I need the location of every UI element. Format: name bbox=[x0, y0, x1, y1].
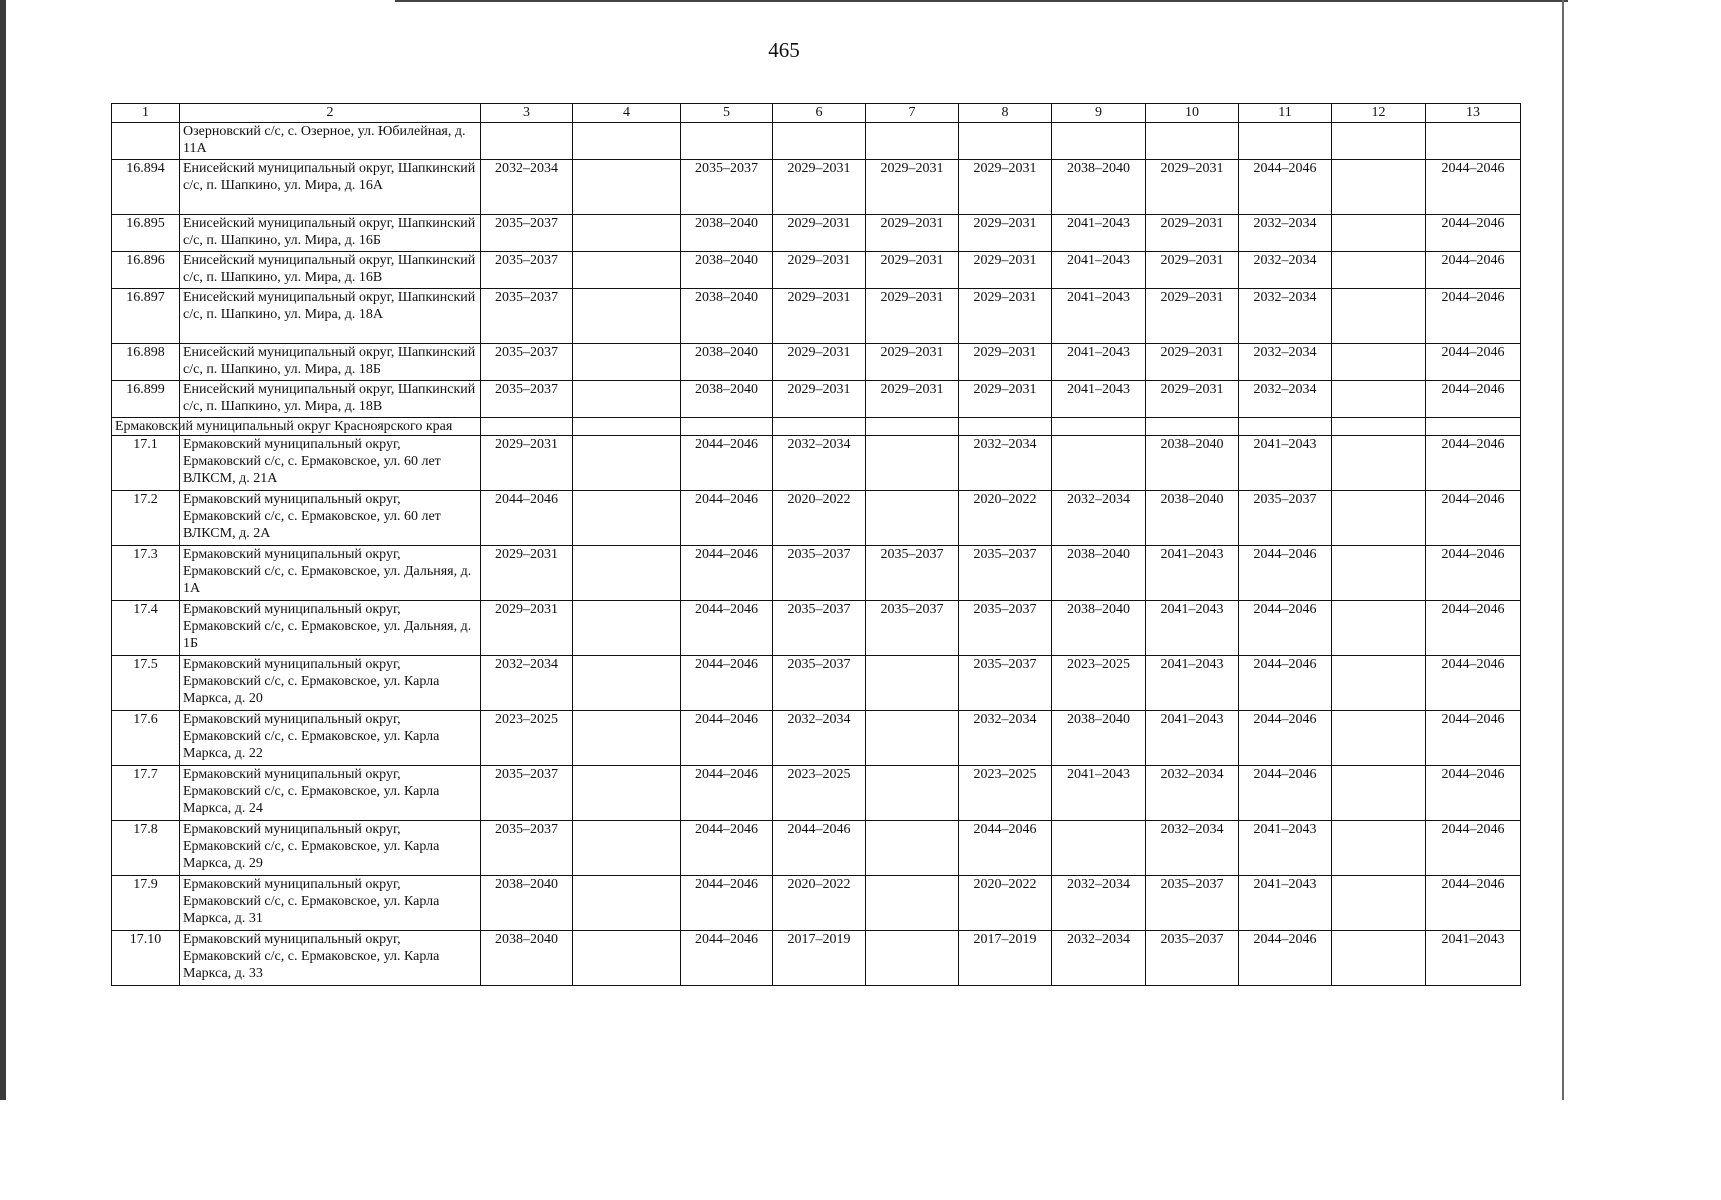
period-cell: 2029–2031 bbox=[1146, 344, 1239, 381]
period-cell: 2029–2031 bbox=[959, 344, 1052, 381]
period-cell: 2035–2037 bbox=[481, 289, 573, 344]
row-number: 16.899 bbox=[112, 381, 180, 418]
row-number: 17.2 bbox=[112, 491, 180, 546]
period-cell: 2035–2037 bbox=[481, 766, 573, 821]
period-cell bbox=[866, 821, 959, 876]
column-number: 4 bbox=[573, 104, 681, 123]
period-cell: 2044–2046 bbox=[1426, 381, 1521, 418]
period-cell bbox=[1332, 289, 1426, 344]
period-cell: 2020–2022 bbox=[773, 876, 866, 931]
period-cell: 2038–2040 bbox=[1052, 546, 1146, 601]
column-number: 3 bbox=[481, 104, 573, 123]
period-cell bbox=[573, 546, 681, 601]
period-cell: 2044–2046 bbox=[1426, 656, 1521, 711]
period-cell: 2032–2034 bbox=[959, 436, 1052, 491]
period-cell: 2044–2046 bbox=[1426, 215, 1521, 252]
table-row bbox=[112, 931, 1521, 986]
address-cell: Енисейский муниципальный округ, Шапкинский с/с, п. Шапкино, ул. Мира, д. 16А bbox=[180, 160, 481, 215]
period-cell bbox=[573, 252, 681, 289]
period-cell bbox=[866, 876, 959, 931]
period-cell: 2044–2046 bbox=[681, 491, 773, 546]
period-cell: 2035–2037 bbox=[481, 381, 573, 418]
period-cell bbox=[1332, 491, 1426, 546]
period-cell: 2035–2037 bbox=[959, 546, 1052, 601]
period-cell: 2044–2046 bbox=[1239, 766, 1332, 821]
period-cell: 2044–2046 bbox=[1239, 160, 1332, 215]
period-cell bbox=[573, 821, 681, 876]
period-cell: 2044–2046 bbox=[773, 821, 866, 876]
period-cell: 2038–2040 bbox=[1052, 711, 1146, 766]
period-cell bbox=[573, 876, 681, 931]
row-number: 17.4 bbox=[112, 601, 180, 656]
period-cell: 2044–2046 bbox=[959, 821, 1052, 876]
section-empty-cell bbox=[773, 418, 866, 436]
period-cell: 2038–2040 bbox=[681, 381, 773, 418]
period-cell: 2035–2037 bbox=[773, 656, 866, 711]
table-row bbox=[112, 711, 1521, 766]
period-cell: 2044–2046 bbox=[1239, 656, 1332, 711]
period-cell bbox=[573, 601, 681, 656]
period-cell bbox=[1052, 123, 1146, 160]
period-cell bbox=[1332, 656, 1426, 711]
column-number: 1 bbox=[112, 104, 180, 123]
period-cell bbox=[1332, 766, 1426, 821]
period-cell: 2038–2040 bbox=[1052, 160, 1146, 215]
period-cell bbox=[481, 123, 573, 160]
table-row bbox=[112, 215, 1521, 252]
period-cell: 2041–2043 bbox=[1239, 876, 1332, 931]
row-number: 17.9 bbox=[112, 876, 180, 931]
column-number: 12 bbox=[1332, 104, 1426, 123]
table-row bbox=[112, 436, 1521, 491]
column-number: 7 bbox=[866, 104, 959, 123]
period-cell: 2044–2046 bbox=[1426, 546, 1521, 601]
period-cell: 2038–2040 bbox=[1146, 436, 1239, 491]
table-row bbox=[112, 381, 1521, 418]
address-cell: Енисейский муниципальный округ, Шапкинский с/с, п. Шапкино, ул. Мира, д. 16В bbox=[180, 252, 481, 289]
scan-right-edge bbox=[1562, 0, 1564, 1100]
period-cell: 2035–2037 bbox=[481, 344, 573, 381]
period-cell bbox=[1239, 123, 1332, 160]
period-cell: 2041–2043 bbox=[1239, 821, 1332, 876]
period-cell bbox=[1332, 436, 1426, 491]
table-row bbox=[112, 601, 1521, 656]
column-number: 9 bbox=[1052, 104, 1146, 123]
row-number: 16.896 bbox=[112, 252, 180, 289]
period-cell: 2044–2046 bbox=[1426, 436, 1521, 491]
period-cell bbox=[1146, 123, 1239, 160]
section-empty-cell bbox=[1239, 418, 1332, 436]
period-cell: 2032–2034 bbox=[773, 711, 866, 766]
section-empty-cell bbox=[681, 418, 773, 436]
period-cell: 2044–2046 bbox=[1239, 546, 1332, 601]
period-cell: 2029–2031 bbox=[1146, 160, 1239, 215]
period-cell: 2044–2046 bbox=[1426, 821, 1521, 876]
period-cell: 2029–2031 bbox=[866, 381, 959, 418]
period-cell bbox=[773, 123, 866, 160]
period-cell bbox=[1332, 160, 1426, 215]
scan-left-edge bbox=[0, 0, 6, 1100]
period-cell: 2023–2025 bbox=[1052, 656, 1146, 711]
period-cell: 2035–2037 bbox=[866, 601, 959, 656]
period-cell: 2035–2037 bbox=[481, 252, 573, 289]
period-cell: 2044–2046 bbox=[1426, 601, 1521, 656]
column-number: 11 bbox=[1239, 104, 1332, 123]
period-cell: 2032–2034 bbox=[1239, 381, 1332, 418]
period-cell: 2032–2034 bbox=[959, 711, 1052, 766]
section-empty-cell bbox=[1332, 418, 1426, 436]
period-cell bbox=[573, 491, 681, 546]
period-cell: 2044–2046 bbox=[681, 766, 773, 821]
period-cell bbox=[1332, 381, 1426, 418]
period-cell: 2029–2031 bbox=[959, 252, 1052, 289]
period-cell: 2041–2043 bbox=[1146, 601, 1239, 656]
period-cell bbox=[573, 931, 681, 986]
period-cell: 2029–2031 bbox=[773, 344, 866, 381]
period-cell: 2041–2043 bbox=[1146, 656, 1239, 711]
address-cell: Ермаковский муниципальный округ, Ермаковский с/с, с. Ермаковское, ул. 60 лет ВЛКСМ, д. 21А bbox=[180, 436, 481, 491]
period-cell: 2044–2046 bbox=[681, 876, 773, 931]
period-cell bbox=[1426, 123, 1521, 160]
period-cell: 2029–2031 bbox=[481, 436, 573, 491]
address-cell: Ермаковский муниципальный округ, Ермаковский с/с, с. Ермаковское, ул. Дальняя, д. 1А bbox=[180, 546, 481, 601]
section-empty-cell bbox=[1426, 418, 1521, 436]
period-cell: 2032–2034 bbox=[481, 656, 573, 711]
period-cell bbox=[573, 656, 681, 711]
period-cell: 2041–2043 bbox=[1146, 711, 1239, 766]
period-cell: 2041–2043 bbox=[1052, 289, 1146, 344]
period-cell: 2017–2019 bbox=[959, 931, 1052, 986]
table-row bbox=[112, 160, 1521, 215]
period-cell: 2032–2034 bbox=[1239, 289, 1332, 344]
address-cell: Ермаковский муниципальный округ, Ермаковский с/с, с. Ермаковское, ул. Карла Маркса, д. 31 bbox=[180, 876, 481, 931]
period-cell: 2044–2046 bbox=[1426, 766, 1521, 821]
address-cell: Ермаковский муниципальный округ, Ермаковский с/с, с. Ермаковское, ул. Карла Маркса, д. 33 bbox=[180, 931, 481, 986]
period-cell: 2032–2034 bbox=[1146, 821, 1239, 876]
period-cell bbox=[1332, 876, 1426, 931]
period-cell: 2035–2037 bbox=[1239, 491, 1332, 546]
row-number: 17.5 bbox=[112, 656, 180, 711]
period-cell bbox=[573, 436, 681, 491]
period-cell bbox=[866, 711, 959, 766]
address-cell: Ермаковский муниципальный округ, Ермаковский с/с, с. Ермаковское, ул. Дальняя, д. 1Б bbox=[180, 601, 481, 656]
period-cell: 2041–2043 bbox=[1239, 436, 1332, 491]
period-cell: 2029–2031 bbox=[1146, 252, 1239, 289]
period-cell: 2029–2031 bbox=[866, 252, 959, 289]
period-cell: 2038–2040 bbox=[681, 252, 773, 289]
row-number: 16.898 bbox=[112, 344, 180, 381]
table-row bbox=[112, 766, 1521, 821]
period-cell: 2044–2046 bbox=[1426, 491, 1521, 546]
period-cell: 2044–2046 bbox=[681, 711, 773, 766]
period-cell bbox=[866, 656, 959, 711]
period-cell bbox=[1332, 711, 1426, 766]
period-cell: 2041–2043 bbox=[1052, 215, 1146, 252]
period-cell: 2044–2046 bbox=[1426, 711, 1521, 766]
period-cell bbox=[1332, 215, 1426, 252]
period-cell: 2017–2019 bbox=[773, 931, 866, 986]
period-cell bbox=[866, 491, 959, 546]
period-cell: 2041–2043 bbox=[1052, 381, 1146, 418]
period-cell bbox=[573, 160, 681, 215]
period-cell: 2038–2040 bbox=[1052, 601, 1146, 656]
period-cell: 2035–2037 bbox=[866, 546, 959, 601]
table-row bbox=[112, 656, 1521, 711]
column-number: 6 bbox=[773, 104, 866, 123]
row-number: 17.8 bbox=[112, 821, 180, 876]
row-number bbox=[112, 123, 180, 160]
period-cell: 2044–2046 bbox=[1239, 711, 1332, 766]
section-empty-cell bbox=[1146, 418, 1239, 436]
table-row bbox=[112, 491, 1521, 546]
address-cell: Ермаковский муниципальный округ, Ермаковский с/с, с. Ермаковское, ул. 60 лет ВЛКСМ, д. 2А bbox=[180, 491, 481, 546]
address-cell: Енисейский муниципальный округ, Шапкинский с/с, п. Шапкино, ул. Мира, д. 16Б bbox=[180, 215, 481, 252]
period-cell: 2029–2031 bbox=[959, 289, 1052, 344]
period-cell: 2044–2046 bbox=[1426, 160, 1521, 215]
section-empty-cell bbox=[573, 418, 681, 436]
period-cell: 2035–2037 bbox=[1146, 931, 1239, 986]
column-number-row bbox=[112, 104, 1521, 123]
period-cell bbox=[573, 289, 681, 344]
period-cell: 2029–2031 bbox=[959, 381, 1052, 418]
column-number: 2 bbox=[180, 104, 481, 123]
section-header-row bbox=[112, 418, 1521, 436]
period-cell bbox=[866, 436, 959, 491]
period-cell: 2029–2031 bbox=[1146, 215, 1239, 252]
period-cell: 2035–2037 bbox=[1146, 876, 1239, 931]
period-cell: 2029–2031 bbox=[866, 344, 959, 381]
row-number: 17.3 bbox=[112, 546, 180, 601]
row-number: 17.6 bbox=[112, 711, 180, 766]
period-cell: 2029–2031 bbox=[773, 381, 866, 418]
address-cell: Озерновский с/с, с. Озерное, ул. Юбилейная, д. 11А bbox=[180, 123, 481, 160]
table-row bbox=[112, 546, 1521, 601]
period-cell: 2044–2046 bbox=[681, 546, 773, 601]
period-cell: 2035–2037 bbox=[773, 601, 866, 656]
period-cell bbox=[1332, 252, 1426, 289]
period-cell: 2023–2025 bbox=[773, 766, 866, 821]
address-cell: Ермаковский муниципальный округ, Ермаковский с/с, с. Ермаковское, ул. Карла Маркса, д. 20 bbox=[180, 656, 481, 711]
table-row bbox=[112, 344, 1521, 381]
period-cell: 2038–2040 bbox=[1146, 491, 1239, 546]
table-row bbox=[112, 289, 1521, 344]
period-cell: 2035–2037 bbox=[481, 215, 573, 252]
section-empty-cell bbox=[866, 418, 959, 436]
period-cell: 2029–2031 bbox=[1146, 381, 1239, 418]
period-cell: 2032–2034 bbox=[1052, 491, 1146, 546]
row-number: 16.897 bbox=[112, 289, 180, 344]
period-cell bbox=[866, 123, 959, 160]
row-number: 17.10 bbox=[112, 931, 180, 986]
column-number: 5 bbox=[681, 104, 773, 123]
period-cell: 2029–2031 bbox=[866, 160, 959, 215]
period-cell: 2029–2031 bbox=[866, 289, 959, 344]
period-cell: 2023–2025 bbox=[481, 711, 573, 766]
period-cell: 2029–2031 bbox=[866, 215, 959, 252]
table-row bbox=[112, 252, 1521, 289]
period-cell: 2035–2037 bbox=[959, 656, 1052, 711]
period-cell: 2038–2040 bbox=[681, 344, 773, 381]
period-cell bbox=[573, 344, 681, 381]
period-cell: 2029–2031 bbox=[959, 215, 1052, 252]
period-cell: 2032–2034 bbox=[1239, 252, 1332, 289]
table-row bbox=[112, 123, 1521, 160]
address-cell: Енисейский муниципальный округ, Шапкинский с/с, п. Шапкино, ул. Мира, д. 18В bbox=[180, 381, 481, 418]
period-cell: 2032–2034 bbox=[1239, 215, 1332, 252]
period-cell: 2044–2046 bbox=[681, 821, 773, 876]
period-cell: 2029–2031 bbox=[959, 160, 1052, 215]
period-cell: 2029–2031 bbox=[773, 252, 866, 289]
section-empty-cell bbox=[1052, 418, 1146, 436]
period-cell: 2029–2031 bbox=[773, 215, 866, 252]
row-number: 17.1 bbox=[112, 436, 180, 491]
table-row bbox=[112, 821, 1521, 876]
period-cell bbox=[1332, 601, 1426, 656]
period-cell bbox=[1332, 123, 1426, 160]
period-cell: 2044–2046 bbox=[681, 436, 773, 491]
page-top-rule bbox=[395, 0, 1568, 2]
period-cell: 2044–2046 bbox=[1426, 344, 1521, 381]
period-cell: 2044–2046 bbox=[1239, 601, 1332, 656]
period-cell bbox=[959, 123, 1052, 160]
repair-schedule-table bbox=[111, 103, 1521, 986]
period-cell bbox=[573, 381, 681, 418]
period-cell bbox=[866, 931, 959, 986]
period-cell: 2032–2034 bbox=[773, 436, 866, 491]
period-cell: 2029–2031 bbox=[481, 601, 573, 656]
period-cell: 2029–2031 bbox=[1146, 289, 1239, 344]
period-cell bbox=[1332, 344, 1426, 381]
period-cell: 2023–2025 bbox=[959, 766, 1052, 821]
period-cell bbox=[573, 711, 681, 766]
column-number: 8 bbox=[959, 104, 1052, 123]
period-cell: 2041–2043 bbox=[1426, 931, 1521, 986]
column-number: 13 bbox=[1426, 104, 1521, 123]
period-cell: 2020–2022 bbox=[959, 876, 1052, 931]
period-cell: 2044–2046 bbox=[1426, 876, 1521, 931]
period-cell: 2044–2046 bbox=[1239, 931, 1332, 986]
period-cell bbox=[1332, 821, 1426, 876]
address-cell: Енисейский муниципальный округ, Шапкинский с/с, п. Шапкино, ул. Мира, д. 18Б bbox=[180, 344, 481, 381]
period-cell bbox=[1052, 821, 1146, 876]
period-cell bbox=[866, 766, 959, 821]
period-cell: 2035–2037 bbox=[959, 601, 1052, 656]
period-cell: 2032–2034 bbox=[1052, 876, 1146, 931]
period-cell: 2041–2043 bbox=[1052, 252, 1146, 289]
period-cell: 2041–2043 bbox=[1052, 344, 1146, 381]
row-number: 16.894 bbox=[112, 160, 180, 215]
address-cell: Ермаковский муниципальный округ, Ермаковский с/с, с. Ермаковское, ул. Карла Маркса, д. 24 bbox=[180, 766, 481, 821]
address-cell: Ермаковский муниципальный округ, Ермаковский с/с, с. Ермаковское, ул. Карла Маркса, д. 22 bbox=[180, 711, 481, 766]
period-cell: 2032–2034 bbox=[481, 160, 573, 215]
section-title: Ермаковский муниципальный округ Красноярского края bbox=[112, 418, 180, 436]
period-cell: 2020–2022 bbox=[959, 491, 1052, 546]
period-cell: 2032–2034 bbox=[1239, 344, 1332, 381]
period-cell: 2041–2043 bbox=[1052, 766, 1146, 821]
period-cell: 2032–2034 bbox=[1146, 766, 1239, 821]
period-cell bbox=[1332, 931, 1426, 986]
period-cell bbox=[1052, 436, 1146, 491]
page-number: 465 bbox=[768, 38, 800, 62]
period-cell: 2038–2040 bbox=[681, 215, 773, 252]
period-cell: 2038–2040 bbox=[681, 289, 773, 344]
period-cell: 2044–2046 bbox=[1426, 252, 1521, 289]
section-empty-cell bbox=[481, 418, 573, 436]
period-cell: 2041–2043 bbox=[1146, 546, 1239, 601]
period-cell bbox=[573, 215, 681, 252]
period-cell: 2038–2040 bbox=[481, 876, 573, 931]
period-cell bbox=[573, 123, 681, 160]
period-cell: 2029–2031 bbox=[773, 289, 866, 344]
column-number: 10 bbox=[1146, 104, 1239, 123]
section-empty-cell bbox=[959, 418, 1052, 436]
period-cell: 2044–2046 bbox=[1426, 289, 1521, 344]
period-cell bbox=[573, 766, 681, 821]
row-number: 16.895 bbox=[112, 215, 180, 252]
period-cell: 2044–2046 bbox=[481, 491, 573, 546]
period-cell: 2029–2031 bbox=[481, 546, 573, 601]
period-cell: 2032–2034 bbox=[1052, 931, 1146, 986]
period-cell: 2029–2031 bbox=[773, 160, 866, 215]
period-cell: 2044–2046 bbox=[681, 656, 773, 711]
period-cell: 2044–2046 bbox=[681, 601, 773, 656]
table-row bbox=[112, 876, 1521, 931]
address-cell: Ермаковский муниципальный округ, Ермаковский с/с, с. Ермаковское, ул. Карла Маркса, д. 29 bbox=[180, 821, 481, 876]
period-cell bbox=[1332, 546, 1426, 601]
period-cell: 2035–2037 bbox=[773, 546, 866, 601]
period-cell: 2035–2037 bbox=[481, 821, 573, 876]
period-cell: 2038–2040 bbox=[481, 931, 573, 986]
address-cell: Енисейский муниципальный округ, Шапкинский с/с, п. Шапкино, ул. Мира, д. 18А bbox=[180, 289, 481, 344]
period-cell: 2020–2022 bbox=[773, 491, 866, 546]
row-number: 17.7 bbox=[112, 766, 180, 821]
table-body bbox=[112, 104, 1521, 986]
period-cell: 2035–2037 bbox=[681, 160, 773, 215]
period-cell: 2044–2046 bbox=[681, 931, 773, 986]
period-cell bbox=[681, 123, 773, 160]
